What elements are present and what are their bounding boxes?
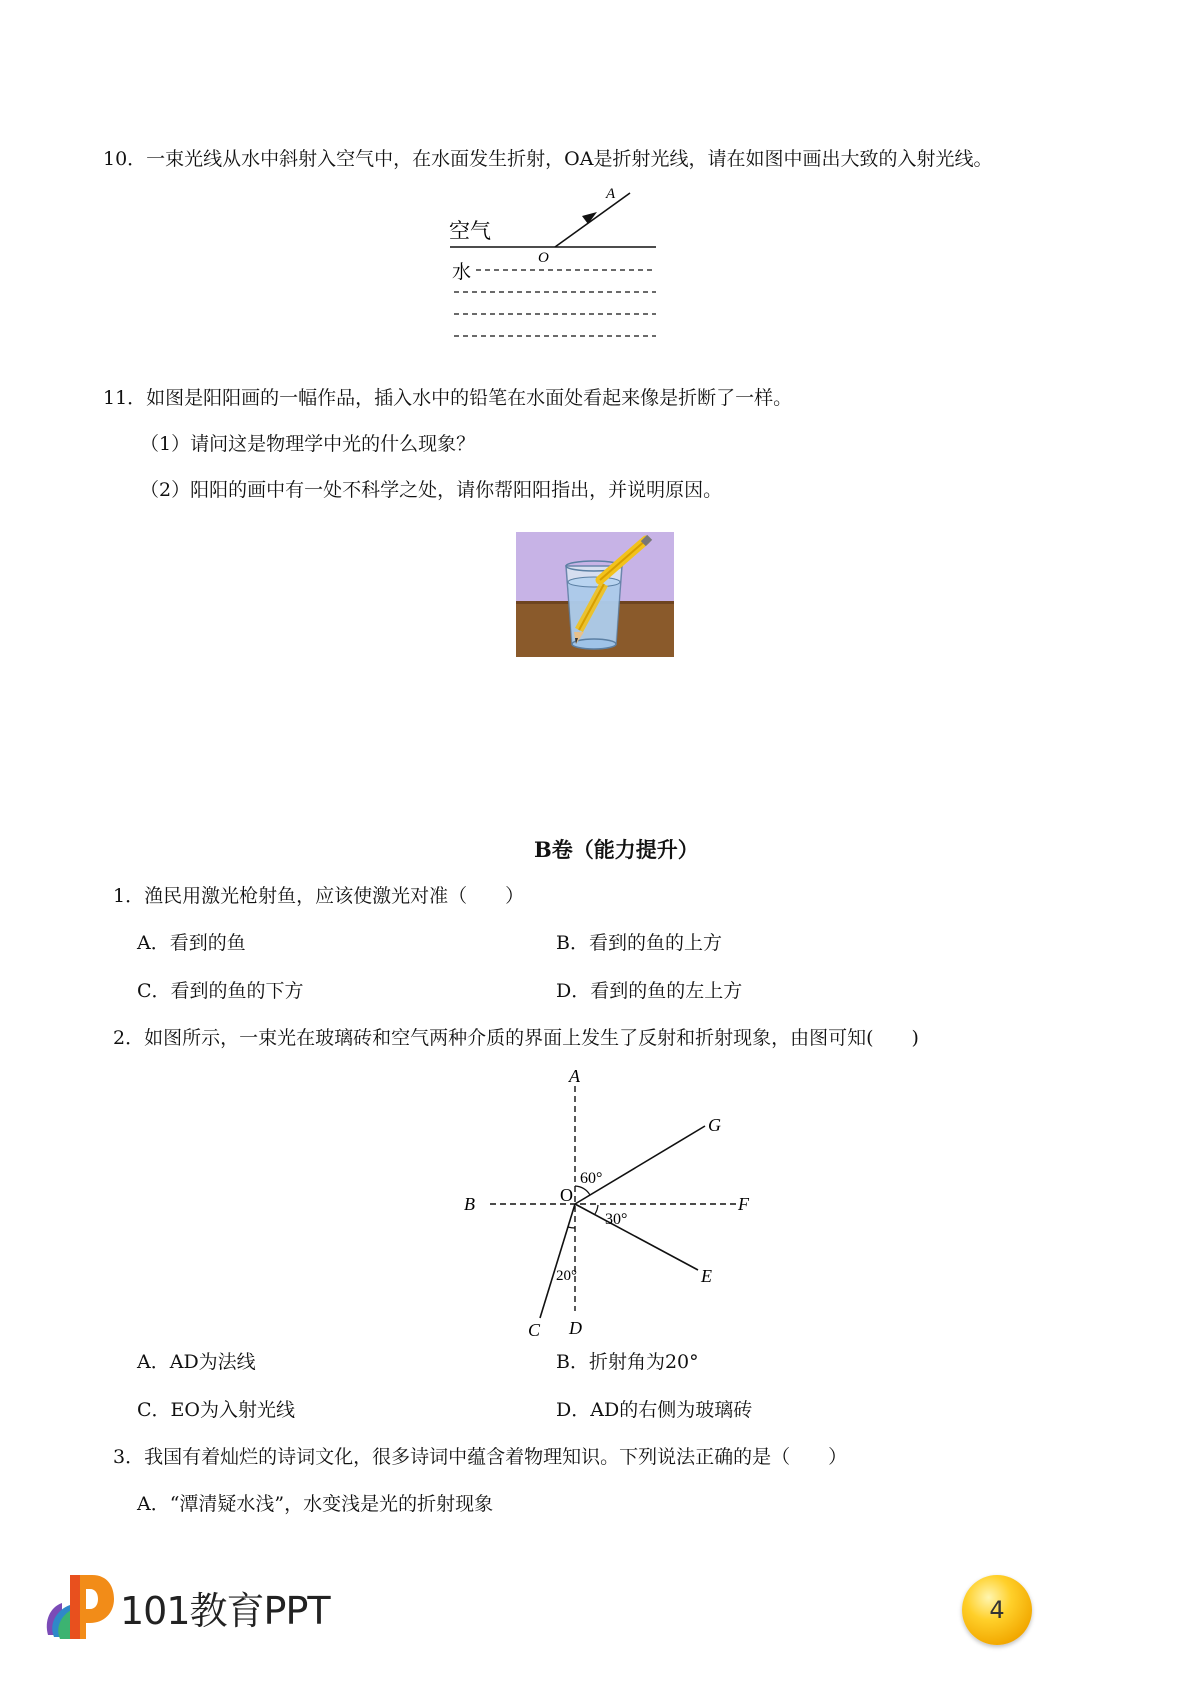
label-c: C: [528, 1320, 541, 1340]
b2-opt-d: D．AD的右侧为玻璃砖: [556, 1399, 753, 1421]
ray-oc: [540, 1204, 575, 1318]
b3-text: 3．我国有着灿烂的诗词文化，很多诗词中蕴含着物理知识。下列说法正确的是（ ）: [113, 1446, 848, 1468]
label-o: O: [560, 1185, 573, 1205]
b2-opt-a: A．AD为法线: [137, 1351, 256, 1373]
q11-sub1: （1）请问这是物理学中光的什么现象？: [140, 433, 476, 455]
b1-opt-d: D．看到的鱼的左上方: [556, 980, 743, 1002]
q11-sub2: （2）阳阳的画中有一处不科学之处，请你帮阳阳指出，并说明原因。: [140, 479, 723, 501]
label-a: A: [606, 186, 616, 202]
label-o: O: [538, 250, 549, 266]
b1-text: 1．渔民用激光枪射鱼，应该使激光对准（ ）: [113, 885, 525, 907]
refracted-ray-oa: [555, 193, 630, 247]
label-g: G: [708, 1115, 721, 1135]
page-number-badge: [962, 1575, 1032, 1645]
angle-20-label: 20°: [556, 1268, 577, 1284]
q10-text: 10．一束光线从水中斜射入空气中，在水面发生折射，OA是折射光线，请在如图中画出大致的入射光线。: [103, 148, 993, 170]
ray-oe: [575, 1204, 698, 1270]
angle-60-label: 60°: [580, 1170, 603, 1187]
pencil-in-glass-picture: [516, 532, 674, 657]
b1-opt-b: B．看到的鱼的上方: [556, 932, 722, 954]
brand-logo-icon: [40, 1565, 115, 1643]
label-e: E: [701, 1266, 712, 1286]
label-d: D: [569, 1318, 582, 1338]
page-number: 4: [989, 1596, 1005, 1624]
b1-opt-c: C．看到的鱼的下方: [137, 980, 304, 1002]
q10-refraction-diagram: [440, 180, 670, 345]
b2-text: 2．如图所示，一束光在玻璃砖和空气两种介质的界面上发生了反射和折射现象，由图可知( ): [113, 1027, 919, 1049]
b2-opt-b: B．折射角为20°: [556, 1351, 699, 1373]
angle-30-label: 30°: [605, 1211, 628, 1228]
label-water: 水: [452, 262, 472, 283]
brand-name: 101教育PPT: [120, 1589, 330, 1633]
b3-opt-a: A．“潭清疑水浅”，水变浅是光的折射现象: [137, 1493, 494, 1515]
section-b-title: B卷（能力提升）: [534, 837, 699, 862]
label-air: 空气: [449, 219, 491, 243]
q11-text: 11．如图是阳阳画的一幅作品，插入水中的铅笔在水面处看起来像是折断了一样。: [103, 387, 793, 409]
b1-opt-a: A．看到的鱼: [137, 932, 246, 954]
label-f: F: [738, 1194, 749, 1214]
b2-opt-c: C．EO为入射光线: [137, 1399, 295, 1421]
b2-reflection-refraction-diagram: [450, 1068, 760, 1343]
label-b: B: [464, 1194, 475, 1214]
label-a: A: [569, 1068, 580, 1086]
ray-og: [575, 1126, 705, 1204]
